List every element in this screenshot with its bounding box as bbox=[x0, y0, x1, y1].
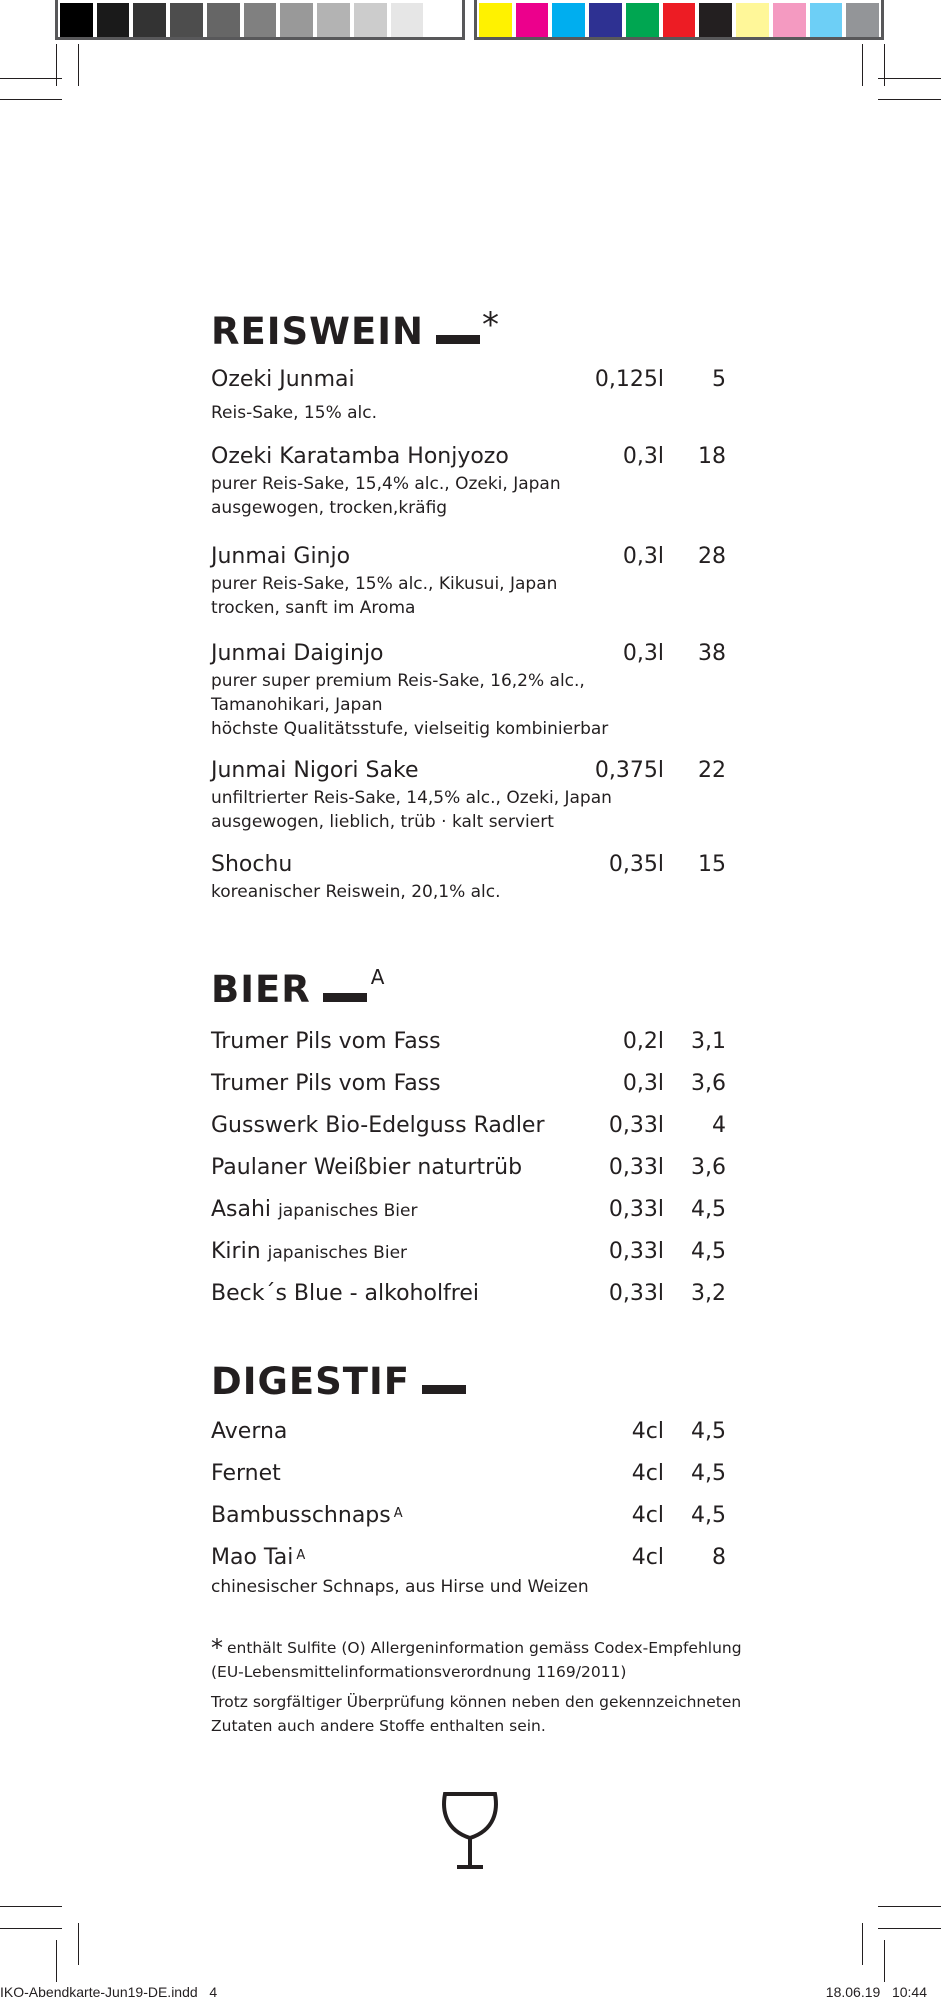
asterisk-mark: * bbox=[211, 1634, 223, 1662]
item-price: 4,5 bbox=[691, 1503, 726, 1528]
color-swatch bbox=[280, 3, 313, 37]
item-price: 4 bbox=[712, 1113, 726, 1138]
item-price: 4,5 bbox=[691, 1461, 726, 1486]
item-volume: 0,3l bbox=[622, 641, 664, 666]
item-description: purer Reis-Sake, 15% alc., Kikusui, Japan bbox=[211, 574, 558, 594]
item-name: Junmai Daiginjo bbox=[211, 641, 384, 666]
menu-item bbox=[211, 1279, 726, 1309]
menu-item-row bbox=[211, 1543, 726, 1573]
item-name: Trumer Pils vom Fass bbox=[211, 1071, 441, 1096]
item-name: Fernet bbox=[211, 1461, 281, 1486]
item-price: 4,5 bbox=[691, 1197, 726, 1222]
menu-item-row bbox=[211, 756, 726, 786]
color-swatch bbox=[207, 3, 240, 37]
color-swatch bbox=[773, 3, 806, 37]
menu-item bbox=[211, 1459, 726, 1489]
item-volume: 0,33l bbox=[608, 1113, 664, 1138]
menu-item bbox=[211, 1543, 726, 1599]
item-volume: 4cl bbox=[631, 1419, 664, 1444]
item-description: chinesischer Schnaps, aus Hirse und Weizen bbox=[211, 1577, 589, 1597]
item-name: Trumer Pils vom Fass bbox=[211, 1029, 441, 1054]
item-price: 4,5 bbox=[691, 1419, 726, 1444]
item-name: Averna bbox=[211, 1419, 288, 1444]
process-color-bar bbox=[474, 0, 884, 40]
item-description: koreanischer Reiswein, 20,1% alc. bbox=[211, 882, 501, 902]
item-name: Junmai Nigori Sake bbox=[211, 758, 419, 783]
color-swatch bbox=[427, 3, 460, 37]
item-name: Ozeki Junmai bbox=[211, 367, 355, 392]
menu-item-row bbox=[211, 1237, 726, 1267]
item-volume: 0,3l bbox=[622, 444, 664, 469]
item-volume: 0,33l bbox=[608, 1197, 664, 1222]
menu-item bbox=[211, 1111, 726, 1141]
item-volume: 4cl bbox=[631, 1503, 664, 1528]
item-description: höchste Qualitätsstufe, vielseitig kombinierbar bbox=[211, 719, 609, 739]
color-swatch bbox=[699, 3, 732, 37]
color-swatch bbox=[589, 3, 622, 37]
section-title-digestif: DIGESTIF bbox=[211, 1362, 726, 1406]
menu-item-row bbox=[211, 1153, 726, 1183]
item-name: Gusswerk Bio-Edelguss Radler bbox=[211, 1113, 545, 1138]
menu-item-row bbox=[211, 1417, 726, 1447]
wine-glass-icon bbox=[440, 1790, 500, 1872]
menu-item-row bbox=[211, 1195, 726, 1225]
item-name: Shochu bbox=[211, 852, 293, 877]
color-swatch bbox=[354, 3, 387, 37]
item-description: purer super premium Reis-Sake, 16,2% alc., bbox=[211, 671, 585, 691]
item-price: 3,1 bbox=[691, 1029, 726, 1054]
item-price: 3,6 bbox=[691, 1071, 726, 1096]
date-slug: 18.06.19 10:44 bbox=[825, 1984, 927, 2000]
color-swatch bbox=[479, 3, 512, 37]
item-volume: 0,3l bbox=[622, 544, 664, 569]
color-swatch bbox=[810, 3, 843, 37]
allergen-footnote: * enthält Sulfite (O) Allergeninformation gemäss Codex-Empfehlung (EU-Lebensmittelinformationsverordnung 1169/2011) Trotz sorgfältiger Überprüfung können neben den gekennzeichneten Zutaten auch andere Stoffe enthalten sein. bbox=[211, 1634, 742, 1735]
item-description: purer Reis-Sake, 15,4% alc., Ozeki, Japan bbox=[211, 474, 561, 494]
color-swatch bbox=[391, 3, 424, 37]
file-slug: IKO-Abendkarte-Jun19-DE.indd 4 bbox=[0, 1984, 218, 2000]
menu-item-row bbox=[211, 1069, 726, 1099]
section-bier bbox=[211, 965, 726, 1306]
color-swatch bbox=[244, 3, 277, 37]
menu-item-row bbox=[211, 442, 726, 472]
menu-item bbox=[211, 442, 726, 520]
menu-item-row bbox=[211, 639, 726, 669]
item-description: Reis-Sake, 15% alc. bbox=[211, 403, 378, 423]
item-volume: 0,3l bbox=[622, 1071, 664, 1096]
item-volume: 0,375l bbox=[594, 758, 664, 783]
item-volume: 0,33l bbox=[608, 1281, 664, 1306]
item-description: Tamanohikari, Japan bbox=[211, 695, 383, 715]
section-title-reiswein: REISWEIN * bbox=[211, 305, 500, 353]
item-price: 4,5 bbox=[691, 1239, 726, 1264]
color-swatch bbox=[663, 3, 696, 37]
item-price: 8 bbox=[712, 1545, 726, 1570]
item-price: 3,2 bbox=[691, 1281, 726, 1306]
item-name: Kirin japanisches Bier bbox=[211, 1239, 408, 1264]
menu-item-row bbox=[211, 1501, 726, 1531]
color-swatch bbox=[552, 3, 585, 37]
item-description: trocken, sanft im Aroma bbox=[211, 598, 416, 618]
item-name: Junmai Ginjo bbox=[211, 544, 351, 569]
item-price: 18 bbox=[698, 444, 726, 469]
grayscale-color-bar bbox=[55, 0, 465, 40]
color-swatch bbox=[736, 3, 769, 37]
item-volume: 0,2l bbox=[622, 1029, 664, 1054]
item-price: 22 bbox=[698, 758, 726, 783]
item-name: Paulaner Weißbier naturtrüb bbox=[211, 1155, 523, 1180]
color-swatch bbox=[133, 3, 166, 37]
item-price: 3,6 bbox=[691, 1155, 726, 1180]
menu-item-row bbox=[211, 365, 726, 395]
menu-item bbox=[211, 1027, 726, 1057]
menu-item bbox=[211, 639, 726, 741]
menu-item bbox=[211, 756, 726, 834]
item-price: 28 bbox=[698, 544, 726, 569]
color-swatch bbox=[60, 3, 93, 37]
item-volume: 0,125l bbox=[594, 367, 664, 392]
item-name: Mao Tai $^A$ bbox=[211, 1545, 306, 1570]
item-volume: 0,33l bbox=[608, 1239, 664, 1264]
item-volume: 4cl bbox=[631, 1461, 664, 1486]
menu-item bbox=[211, 365, 726, 425]
color-swatch bbox=[626, 3, 659, 37]
menu-item bbox=[211, 1501, 726, 1531]
menu-item-row bbox=[211, 542, 726, 572]
color-swatch bbox=[516, 3, 549, 37]
section-title-bier: BIER $^A$ bbox=[211, 965, 386, 1011]
item-volume: 4cl bbox=[631, 1545, 664, 1570]
item-price: 38 bbox=[698, 641, 726, 666]
item-description: ausgewogen, lieblich, trüb · kalt serviert bbox=[211, 812, 554, 832]
menu-item-row bbox=[211, 1111, 726, 1141]
item-price: 5 bbox=[712, 367, 726, 392]
color-swatch bbox=[846, 3, 879, 37]
item-name: Asahi japanisches Bier bbox=[211, 1197, 418, 1222]
menu-item bbox=[211, 542, 726, 620]
color-swatch bbox=[317, 3, 350, 37]
menu-item bbox=[211, 1417, 726, 1447]
menu-item-row bbox=[211, 850, 726, 880]
color-swatch bbox=[170, 3, 203, 37]
menu-item bbox=[211, 850, 726, 904]
item-description: ausgewogen, trocken,kräfig bbox=[211, 498, 448, 518]
menu-item-row bbox=[211, 1459, 726, 1489]
item-name: Ozeki Karatamba Honjyozo bbox=[211, 444, 509, 469]
menu-item-row bbox=[211, 1279, 726, 1309]
allergen-mark: A bbox=[296, 1548, 306, 1563]
item-description: unfiltrierter Reis-Sake, 14,5% alc., Ozeki, Japan bbox=[211, 788, 612, 808]
item-volume: 0,33l bbox=[608, 1155, 664, 1180]
item-volume: 0,35l bbox=[608, 852, 664, 877]
menu-item bbox=[211, 1195, 726, 1225]
menu-item bbox=[211, 1153, 726, 1183]
menu-item-row bbox=[211, 1027, 726, 1057]
menu-item bbox=[211, 1069, 726, 1099]
color-swatch bbox=[97, 3, 130, 37]
item-price: 15 bbox=[698, 852, 726, 877]
item-name: Beck´s Blue - alkoholfrei bbox=[211, 1281, 480, 1306]
menu-item bbox=[211, 1237, 726, 1267]
section-digestif bbox=[211, 1360, 726, 1597]
item-note: japanisches Bier bbox=[278, 1201, 418, 1221]
allergen-mark: A bbox=[393, 1506, 403, 1521]
item-name: Bambusschnaps $^A$ bbox=[211, 1503, 403, 1528]
item-note: japanisches Bier bbox=[267, 1243, 408, 1263]
section-reiswein bbox=[211, 305, 726, 902]
